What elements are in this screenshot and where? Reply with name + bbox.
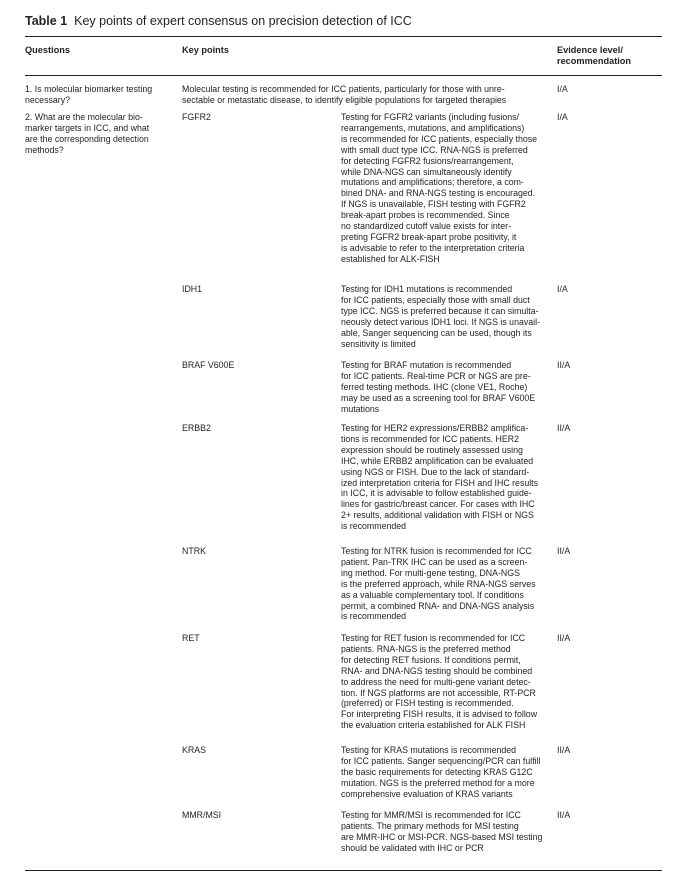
target-name: NTRK xyxy=(182,546,206,556)
question-1-evidence: I/A xyxy=(557,84,568,94)
target-key-point: Testing for BRAF mutation is recommended for ICC patients. Real-time PCR or NGS are pre- ferred testing methods. IHC (clone VE1, Roche) may be used as a screening tool for BRAF V600E mutations xyxy=(341,360,536,414)
target-key-point: Testing for HER2 expressions/ERBB2 amplifica- tions is recommended for ICC patients. HER2 expression should be routinely assessed using IHC, while ERBB2 amplification can be evaluated using NGS or FISH. Due to the lack of standard- ized interpretation criteria for FISH and IHC results in ICC, it is advisable to follow established guide- lines for gastric/breast cancer. For cases with IHC 2+ results, additional validation with FISH or NGS is recommended xyxy=(341,423,539,532)
target-name: IDH1 xyxy=(182,284,203,294)
question-2: 2. What are the molecular bio- marker targets in ICC, and what are the corresponding detection methods? xyxy=(25,112,150,155)
table-label: Table 1 xyxy=(25,14,68,28)
header-rule xyxy=(25,75,662,76)
target-evidence: II/A xyxy=(557,745,571,755)
target-name: BRAF V600E xyxy=(182,360,235,370)
target-evidence: I/A xyxy=(557,284,568,294)
target-evidence: II/A xyxy=(557,360,571,370)
target-key-point: Testing for MMR/MSI is recommended for ICC patients. The primary methods for MSI testing are MMR-IHC or MSI-PCR. NGS-based MSI testing should be validated with IHC or PCR xyxy=(341,810,543,853)
target-name: KRAS xyxy=(182,745,206,755)
header-questions: Questions xyxy=(25,45,70,55)
target-evidence: II/A xyxy=(557,633,571,643)
target-name: RET xyxy=(182,633,200,643)
target-evidence: I/A xyxy=(557,112,568,122)
target-key-point: Testing for IDH1 mutations is recommended for ICC patients, especially those with small duct type ICC. NGS is preferred because it can simulta- neously detect various IDH1 loci. If NGS is unavail- able, Sanger sequencing can be used, though its sensitivity is limited xyxy=(341,284,540,349)
target-evidence: II/A xyxy=(557,810,571,820)
target-name: ERBB2 xyxy=(182,423,211,433)
header-key-points: Key points xyxy=(182,45,229,55)
target-name: MMR/MSI xyxy=(182,810,222,820)
table-caption xyxy=(25,13,412,29)
table-title: Key points of expert consensus on precision detection of ICC xyxy=(74,14,412,28)
target-key-point: Testing for FGFR2 variants (including fusions/ rearrangements, mutations, and amplifications) is recommended for ICC patients, especially those with small duct type ICC. RNA-NGS is preferred for detecting FGFR2 fusions/rearrangement, while DNA-NGS can simultaneously identify mutations and amplifications; therefore, a com- bined DNA- and RNA-NGS testing is encouraged. If NGS is unavailable, FISH testing with FGFR2 break-apart probes is recommended. Since no standardized cutoff value exists for inter- preting FGFR2 break-apart probe positivity, it is advisable to refer to the interpretation criteria established for ALK-FISH xyxy=(341,112,538,264)
header-evidence: Evidence level/ recommendation xyxy=(557,45,632,66)
question-1: 1. Is molecular biomarker testing necessary? xyxy=(25,84,153,105)
target-evidence: II/A xyxy=(557,546,571,556)
bottom-rule xyxy=(25,870,662,871)
target-key-point: Testing for RET fusion is recommended for ICC patients. RNA-NGS is the preferred method for detecting RET fusions. If conditions permit, RNA- and DNA-NGS testing should be combined to address the need for multi-gene variant detec- tion. If NGS platforms are not accessible, RT-PCR (preferred) or FISH testing is recommended. For interpreting FISH results, it is advised to follow the evaluation criteria established for ALK FISH xyxy=(341,633,538,731)
target-evidence: II/A xyxy=(557,423,571,433)
question-1-key-point: Molecular testing is recommended for ICC patients, particularly for those with unre- sectable or metastatic disease, to identify eligible populations for targeted therapies xyxy=(182,84,507,105)
target-name: FGFR2 xyxy=(182,112,211,122)
top-rule xyxy=(25,36,662,37)
target-key-point: Testing for NTRK fusion is recommended for ICC patient. Pan-TRK IHC can be used as a screen- ing method. For multi-gene testing, DNA-NGS is the preferred approach, while RNA-NGS serves as a valuable complementary tool. If conditions permit, a combined RNA- and DNA-NGS analysis is recommended xyxy=(341,546,536,622)
target-key-point: Testing for KRAS mutations is recommended for ICC patients. Sanger sequencing/PCR can fulfill the basic requirements for detecting KRAS G12C mutation. NGS is the preferred method for a more comprehensive evaluation of KRAS variants xyxy=(341,745,541,799)
